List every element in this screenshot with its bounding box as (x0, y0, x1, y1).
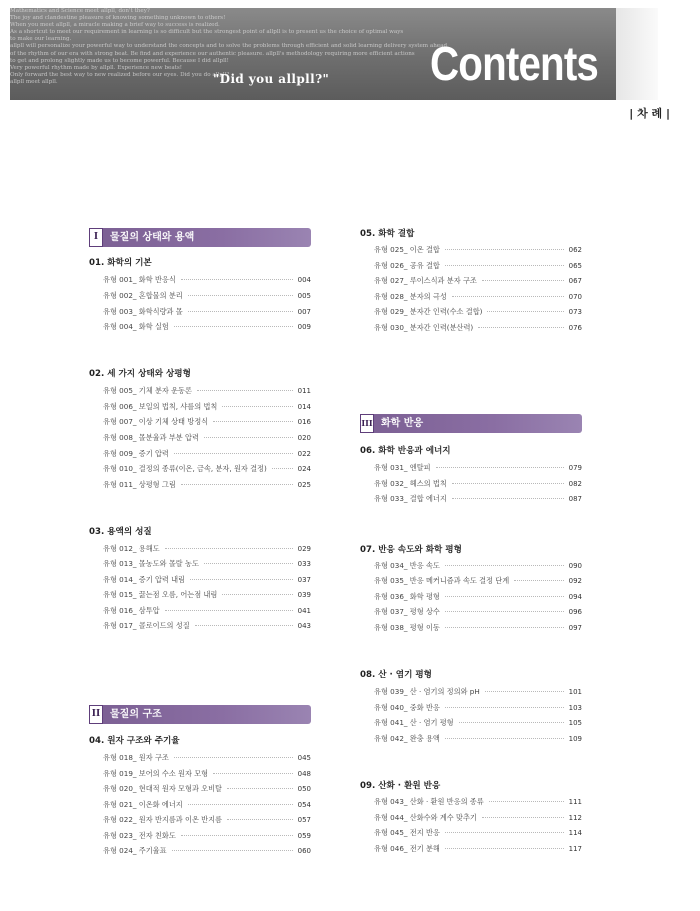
toc-right-column (360, 0, 582, 911)
entry-label: 유형 032_ 헤스의 법칙 (374, 479, 447, 488)
dot-leader (485, 691, 564, 692)
toc-entry[interactable] (103, 291, 311, 303)
chapter-title: 01. 화학의 기본 (89, 258, 152, 268)
header-shadow (616, 8, 658, 100)
entry-page-number: 025 (297, 481, 311, 489)
dot-leader (445, 596, 564, 597)
dot-leader (445, 707, 564, 708)
chapter-title: 02. 세 가지 상태와 상평형 (89, 369, 191, 379)
dot-leader (197, 390, 293, 391)
page-subtitle: | 차 례 | (629, 107, 670, 120)
toc-entry[interactable] (374, 576, 582, 588)
chapter-title: 06. 화학 반응과 에너지 (360, 446, 451, 456)
background-text-line: to get and prolong slightly made us to become powerful. Because I did allpll! (10, 57, 229, 64)
entry-page-number: 112 (568, 814, 582, 822)
entry-page-number: 082 (568, 480, 582, 488)
toc-entry[interactable] (103, 621, 311, 633)
entry-page-number: 005 (297, 292, 311, 300)
entry-label: 유형 028_ 분자의 극성 (374, 292, 447, 301)
entry-label: 유형 007_ 이상 기체 상태 방정식 (103, 417, 209, 426)
background-text-line: As a shortcut to meet our requirement in learning is so difficult but the strongest point of allpll is to present us the choice of optimal ways (10, 29, 404, 36)
dot-leader (181, 484, 293, 485)
chapter-title: 07. 반응 속도와 화학 평형 (360, 545, 462, 555)
background-text-line: Very powerful rhythm made by allpll. Experience new beats! (10, 64, 183, 71)
background-text-line: Mathematics and Science meet allpll, don't they? (10, 8, 150, 14)
entry-page-number: 065 (568, 262, 582, 270)
entry-label: 유형 002_ 혼합물의 분리 (103, 291, 183, 300)
dot-leader (174, 453, 293, 454)
entry-page-number: 079 (568, 464, 582, 472)
entry-label: 유형 030_ 분자간 인력(분산력) (374, 323, 474, 332)
chapter-title: 04. 원자 구조와 주기율 (89, 736, 180, 746)
part-title: 화학 반응 (381, 418, 424, 429)
dot-leader (452, 498, 564, 499)
toc-entry[interactable] (103, 815, 311, 827)
entry-page-number: 043 (297, 622, 311, 630)
entry-page-number: 007 (297, 308, 311, 316)
entry-label: 유형 045_ 전지 반응 (374, 828, 440, 837)
toc-entry[interactable] (103, 433, 311, 445)
toc-entry[interactable] (103, 417, 311, 429)
entry-page-number: 045 (297, 754, 311, 762)
entry-label: 유형 040_ 중화 반응 (374, 703, 440, 712)
part-header (89, 705, 311, 724)
entry-label: 유형 036_ 화학 평형 (374, 592, 440, 601)
entry-page-number: 094 (568, 593, 582, 601)
dot-leader (181, 279, 293, 280)
toc-entry[interactable] (103, 831, 311, 843)
dot-leader (222, 594, 292, 595)
dot-leader (487, 311, 563, 312)
toc-entry[interactable] (374, 494, 582, 506)
background-text-line: allpll meet allpll. (10, 78, 58, 85)
dot-leader (204, 437, 293, 438)
entry-label: 유형 022_ 원자 반지름과 이온 반지름 (103, 815, 222, 824)
entry-page-number: 090 (568, 562, 582, 570)
entry-page-number: 020 (297, 434, 311, 442)
entry-page-number: 011 (297, 387, 311, 395)
chapter-title: 05. 화학 결합 (360, 229, 415, 239)
background-text-line: of the rhythm of our era with strong beat. Be find and experience our authentic pleasure. allpll's methodology requiring more efficient actions (10, 50, 415, 57)
entry-page-number: 076 (568, 324, 582, 332)
entry-label: 유형 027_ 루이스식과 분자 구조 (374, 276, 477, 285)
entry-label: 유형 013_ 몰농도와 몰랄 농도 (103, 559, 199, 568)
toc-left-column (89, 0, 311, 911)
entry-label: 유형 031_ 엔탈피 (374, 463, 431, 472)
entry-label: 유형 035_ 반응 메커니즘과 속도 결정 단계 (374, 576, 510, 585)
entry-label: 유형 016_ 삼투압 (103, 606, 160, 615)
entry-page-number: 073 (568, 308, 582, 316)
entry-page-number: 014 (297, 403, 311, 411)
entry-page-number: 062 (568, 246, 582, 254)
toc-entry[interactable] (374, 561, 582, 573)
toc-entry[interactable] (374, 592, 582, 604)
toc-entry[interactable] (374, 718, 582, 730)
toc-entry[interactable] (103, 753, 311, 765)
entry-page-number: 029 (297, 545, 311, 553)
toc-entry[interactable] (374, 828, 582, 840)
dot-leader (227, 788, 293, 789)
dot-leader (452, 296, 564, 297)
entry-page-number: 114 (568, 829, 582, 837)
background-text-line: allpll will personalize your powerful way to understand the concepts and to solve the problems through efficient and solid learning delivery system ahead (10, 43, 448, 50)
dot-leader (445, 265, 564, 266)
toc-entry[interactable] (103, 402, 311, 414)
toc-entry[interactable] (374, 623, 582, 635)
part-header (360, 414, 582, 433)
toc-entry[interactable] (103, 846, 311, 858)
toc-entry[interactable] (103, 322, 311, 334)
entry-label: 유형 025_ 이온 결합 (374, 245, 440, 254)
toc-entry[interactable] (374, 844, 582, 856)
entry-label: 유형 012_ 용해도 (103, 544, 160, 553)
dot-leader (195, 625, 293, 626)
entry-page-number: 057 (297, 816, 311, 824)
toc-entry[interactable] (374, 276, 582, 288)
entry-label: 유형 010_ 결정의 종류(이온, 금속, 분자, 원자 결정) (103, 464, 267, 473)
chapter-title: 09. 산화 · 환원 반응 (360, 781, 441, 791)
entry-label: 유형 026_ 공유 결합 (374, 261, 440, 270)
dot-leader (514, 580, 563, 581)
entry-label: 유형 034_ 반응 속도 (374, 561, 440, 570)
toc-entry[interactable] (374, 245, 582, 257)
entry-label: 유형 020_ 현대적 원자 모형과 오비탈 (103, 784, 222, 793)
entry-page-number: 111 (568, 798, 582, 806)
toc-entry[interactable] (374, 307, 582, 319)
dot-leader (445, 627, 564, 628)
part-number: III (360, 414, 374, 433)
dot-leader (445, 611, 564, 612)
background-text-line: The joy and clandestine pleasure of knowing something unknown to others! (10, 15, 226, 22)
entry-label: 유형 039_ 산 · 염기의 정의와 pH (374, 687, 480, 696)
dot-leader (482, 280, 564, 281)
part-number: I (89, 228, 103, 247)
entry-page-number: 039 (297, 591, 311, 599)
dot-leader (188, 295, 293, 296)
part-number: II (89, 705, 103, 724)
dot-leader (459, 722, 564, 723)
entry-label: 유형 033_ 결합 에너지 (374, 494, 447, 503)
entry-label: 유형 046_ 전기 분해 (374, 844, 440, 853)
toc-entry[interactable] (103, 769, 311, 781)
entry-label: 유형 037_ 평형 상수 (374, 607, 440, 616)
header-slogan: "Did you allpll?" (213, 72, 330, 86)
dot-leader (181, 835, 293, 836)
chapter-title: 08. 산 · 염기 평형 (360, 670, 432, 680)
chapter-title: 03. 용액의 성질 (89, 527, 152, 537)
dot-leader (445, 738, 564, 739)
toc-entry[interactable] (103, 275, 311, 287)
entry-page-number: 059 (297, 832, 311, 840)
toc-entry[interactable] (374, 463, 582, 475)
dot-leader (188, 804, 293, 805)
entry-label: 유형 043_ 산화 · 환원 반응의 종류 (374, 797, 484, 806)
entry-label: 유형 024_ 주기율표 (103, 846, 167, 855)
dot-leader (272, 468, 293, 469)
entry-page-number: 054 (297, 801, 311, 809)
dot-leader (482, 817, 564, 818)
dot-leader (204, 563, 293, 564)
entry-page-number: 097 (568, 624, 582, 632)
dot-leader (174, 757, 293, 758)
dot-leader (445, 832, 564, 833)
entry-label: 유형 005_ 기체 분자 운동론 (103, 386, 192, 395)
entry-label: 유형 015_ 끓는점 오름, 어는점 내림 (103, 590, 218, 599)
toc-entry[interactable] (374, 703, 582, 715)
dot-leader (190, 579, 293, 580)
dot-leader (222, 406, 292, 407)
toc-entry[interactable] (103, 307, 311, 319)
dot-leader (165, 610, 293, 611)
entry-page-number: 087 (568, 495, 582, 503)
toc-entry[interactable] (374, 323, 582, 335)
entry-page-number: 022 (297, 450, 311, 458)
part-header (89, 228, 311, 247)
entry-label: 유형 011_ 상평형 그림 (103, 480, 176, 489)
entry-label: 유형 014_ 증기 압력 내림 (103, 575, 185, 584)
entry-label: 유형 009_ 증기 압력 (103, 449, 169, 458)
toc-entry[interactable] (374, 734, 582, 746)
dot-leader (213, 773, 293, 774)
dot-leader (452, 483, 564, 484)
entry-page-number: 109 (568, 735, 582, 743)
entry-label: 유형 003_ 화학식량과 몰 (103, 307, 183, 316)
entry-page-number: 092 (568, 577, 582, 585)
toc-entry[interactable] (374, 687, 582, 699)
toc-entry[interactable] (374, 292, 582, 304)
entry-page-number: 024 (297, 465, 311, 473)
entry-page-number: 033 (297, 560, 311, 568)
entry-label: 유형 019_ 보어의 수소 원자 모형 (103, 769, 209, 778)
entry-label: 유형 004_ 화학 실험 (103, 322, 169, 331)
entry-page-number: 103 (568, 704, 582, 712)
entry-label: 유형 006_ 보일의 법칙, 샤를의 법칙 (103, 402, 218, 411)
entry-label: 유형 021_ 이온화 에너지 (103, 800, 183, 809)
toc-entry[interactable] (374, 797, 582, 809)
entry-page-number: 067 (568, 277, 582, 285)
entry-page-number: 105 (568, 719, 582, 727)
entry-label: 유형 023_ 전자 친화도 (103, 831, 176, 840)
entry-label: 유형 001_ 화학 반응식 (103, 275, 176, 284)
entry-page-number: 070 (568, 293, 582, 301)
entry-label: 유형 018_ 원자 구조 (103, 753, 169, 762)
entry-page-number: 050 (297, 785, 311, 793)
entry-page-number: 004 (297, 276, 311, 284)
toc-entry[interactable] (103, 575, 311, 587)
entry-page-number: 041 (297, 607, 311, 615)
entry-label: 유형 044_ 산화수와 계수 맞추기 (374, 813, 477, 822)
entry-page-number: 037 (297, 576, 311, 584)
dot-leader (188, 311, 293, 312)
toc-entry[interactable] (374, 479, 582, 491)
toc-entry[interactable] (103, 480, 311, 492)
entry-label: 유형 029_ 분자간 인력(수소 결합) (374, 307, 483, 316)
toc-entry[interactable] (103, 464, 311, 476)
page-title: Contents (430, 38, 598, 91)
toc-entry[interactable] (103, 590, 311, 602)
toc-entry[interactable] (103, 784, 311, 796)
background-text-line: When you meet allpll, a miracle making a brief way to success is realized. (10, 22, 220, 29)
dot-leader (445, 249, 564, 250)
toc-entry[interactable] (374, 607, 582, 619)
toc-entry[interactable] (103, 606, 311, 618)
entry-label: 유형 038_ 평형 이동 (374, 623, 440, 632)
background-text-line: Only forward the best way to new realized before our eyes. Did you do allpll? (10, 71, 230, 78)
entry-page-number: 096 (568, 608, 582, 616)
toc-entry[interactable] (103, 800, 311, 812)
entry-label: 유형 041_ 산 · 염기 평형 (374, 718, 454, 727)
dot-leader (436, 467, 564, 468)
entry-label: 유형 008_ 몰분율과 부분 압력 (103, 433, 199, 442)
toc-entry[interactable] (103, 544, 311, 556)
entry-page-number: 117 (568, 845, 582, 853)
dot-leader (227, 819, 293, 820)
toc-entry[interactable] (103, 559, 311, 571)
dot-leader (445, 565, 564, 566)
entry-page-number: 048 (297, 770, 311, 778)
entry-label: 유형 017_ 콜로이드의 성질 (103, 621, 190, 630)
entry-page-number: 016 (297, 418, 311, 426)
dot-leader (445, 848, 564, 849)
dot-leader (165, 548, 293, 549)
toc-entry[interactable] (103, 449, 311, 461)
part-title: 물질의 구조 (110, 709, 162, 720)
entry-page-number: 060 (297, 847, 311, 855)
entry-label: 유형 042_ 완충 용액 (374, 734, 440, 743)
entry-page-number: 101 (568, 688, 582, 696)
toc-entry[interactable] (103, 386, 311, 398)
part-title: 물질의 상태와 용액 (110, 232, 195, 243)
entry-page-number: 009 (297, 323, 311, 331)
background-text-line: to make our learning. (10, 36, 72, 43)
dot-leader (478, 327, 563, 328)
dot-leader (213, 421, 293, 422)
toc-entry[interactable] (374, 261, 582, 273)
toc-entry[interactable] (374, 813, 582, 825)
dot-leader (172, 850, 293, 851)
dot-leader (174, 326, 293, 327)
dot-leader (489, 801, 564, 802)
